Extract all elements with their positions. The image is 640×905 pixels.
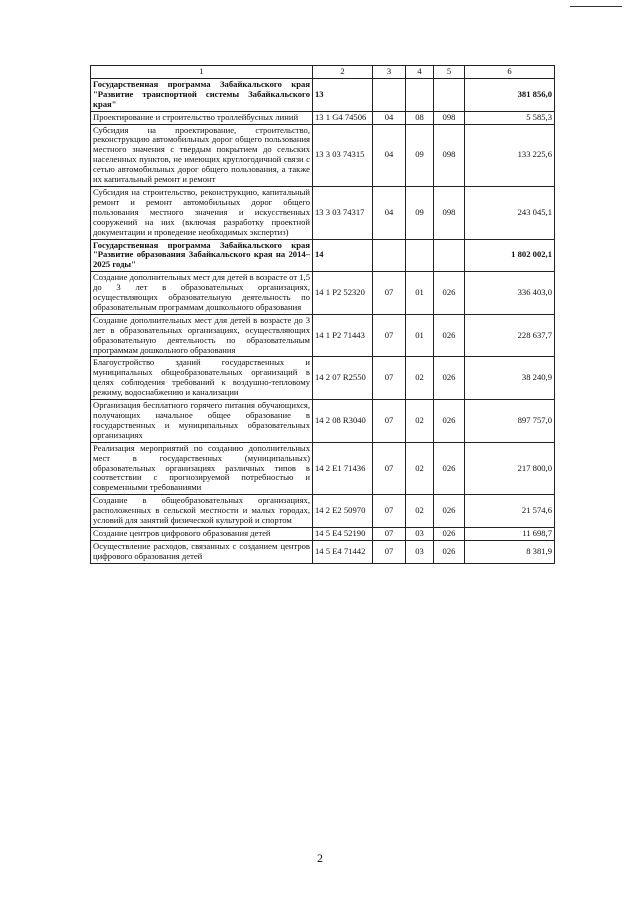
header-col-4: 4 <box>406 66 434 79</box>
row-code-cell: 14 5 E4 71442 <box>313 540 373 563</box>
row-expense-type-cell: 026 <box>434 314 465 357</box>
program-row <box>91 78 555 111</box>
row-amount-cell: 11 698,7 <box>465 527 555 540</box>
header-col-2: 2 <box>313 66 373 79</box>
row-expense-type-cell <box>434 239 465 272</box>
header-col-1: 1 <box>91 66 313 79</box>
row-expense-type-cell: 026 <box>434 357 465 400</box>
row-expense-type-cell: 026 <box>434 442 465 495</box>
row-section-cell <box>373 78 406 111</box>
row-code-cell: 13 <box>313 78 373 111</box>
row-name-cell: Осуществление расходов, связанных с созданием центров цифрового образования детей <box>91 540 313 563</box>
row-section-cell: 07 <box>373 400 406 443</box>
row-amount-cell: 1 802 002,1 <box>465 239 555 272</box>
row-expense-type-cell: 098 <box>434 186 465 239</box>
row-code-cell: 14 2 08 R3040 <box>313 400 373 443</box>
row-subsection-cell: 08 <box>406 111 434 124</box>
row-section-cell: 07 <box>373 357 406 400</box>
row-code-cell: 14 2 E1 71436 <box>313 442 373 495</box>
row-name-cell: Субсидия на проектирование, строительство, реконструкцию автомобильных дорог общего пользования местного значения с твердым покрытием до сельских населенных пунктов, не имеющих круглогодичной связи с сетью автомобильных дорог общего пользования, а также их капитальный ремонт и ремонт <box>91 124 313 186</box>
row-section-cell: 07 <box>373 442 406 495</box>
row-section-cell: 07 <box>373 314 406 357</box>
table-row <box>91 400 555 443</box>
row-amount-cell: 381 856,0 <box>465 78 555 111</box>
row-subsection-cell: 03 <box>406 540 434 563</box>
row-amount-cell: 38 240,9 <box>465 357 555 400</box>
row-expense-type-cell: 026 <box>434 272 465 315</box>
budget-table <box>90 65 555 564</box>
header-col-3: 3 <box>373 66 406 79</box>
row-expense-type-cell: 098 <box>434 124 465 186</box>
row-expense-type-cell: 026 <box>434 527 465 540</box>
program-row <box>91 239 555 272</box>
row-subsection-cell: 09 <box>406 186 434 239</box>
row-subsection-cell: 02 <box>406 400 434 443</box>
table-row <box>91 111 555 124</box>
row-amount-cell: 8 381,9 <box>465 540 555 563</box>
row-section-cell: 07 <box>373 272 406 315</box>
table-row <box>91 527 555 540</box>
row-subsection-cell: 02 <box>406 442 434 495</box>
row-name-cell: Реализация мероприятий по созданию дополнительных мест в государственных (муниципальных) образовательных организациях различных типов в соответствии с прогнозируемой потребностью и современными требованиями <box>91 442 313 495</box>
row-expense-type-cell: 026 <box>434 495 465 528</box>
row-name-cell: Создание дополнительных мест для детей в возрасте до 3 лет в образовательных организациях, осуществляющих образовательную деятельность по образовательным программам дошкольного образования <box>91 314 313 357</box>
row-amount-cell: 21 574,6 <box>465 495 555 528</box>
row-code-cell: 14 2 E2 50970 <box>313 495 373 528</box>
header-col-5: 5 <box>434 66 465 79</box>
row-expense-type-cell <box>434 78 465 111</box>
row-code-cell: 13 1 G4 74506 <box>313 111 373 124</box>
row-expense-type-cell: 098 <box>434 111 465 124</box>
row-name-cell: Проектирование и строительство троллейбусных линий <box>91 111 313 124</box>
row-code-cell: 14 <box>313 239 373 272</box>
table-row <box>91 540 555 563</box>
row-expense-type-cell: 026 <box>434 400 465 443</box>
row-amount-cell: 897 757,0 <box>465 400 555 443</box>
row-subsection-cell <box>406 78 434 111</box>
row-code-cell: 14 2 07 R2550 <box>313 357 373 400</box>
row-name-cell: Государственная программа Забайкальского края "Развитие транспортной системы Забайкальского края" <box>91 78 313 111</box>
row-amount-cell: 217 800,0 <box>465 442 555 495</box>
page-number: 2 <box>317 851 323 865</box>
table-row <box>91 357 555 400</box>
row-name-cell: Создание центров цифрового образования детей <box>91 527 313 540</box>
row-name-cell: Создание в общеобразовательных организациях, расположенных в сельской местности и малых городах, условий для занятий физической культурой и спортом <box>91 495 313 528</box>
row-subsection-cell: 03 <box>406 527 434 540</box>
row-amount-cell: 5 585,3 <box>465 111 555 124</box>
header-row <box>91 66 555 79</box>
row-section-cell: 04 <box>373 111 406 124</box>
row-section-cell: 04 <box>373 124 406 186</box>
row-amount-cell: 336 403,0 <box>465 272 555 315</box>
row-section-cell: 07 <box>373 495 406 528</box>
row-amount-cell: 228 637,7 <box>465 314 555 357</box>
table-row <box>91 314 555 357</box>
row-code-cell: 13 3 03 74315 <box>313 124 373 186</box>
row-amount-cell: 243 045,1 <box>465 186 555 239</box>
row-amount-cell: 133 225,6 <box>465 124 555 186</box>
table-row <box>91 186 555 239</box>
row-section-cell: 07 <box>373 527 406 540</box>
table-body <box>91 78 555 563</box>
row-code-cell: 14 1 P2 52320 <box>313 272 373 315</box>
row-subsection-cell: 01 <box>406 272 434 315</box>
row-name-cell: Организация бесплатного горячего питания обучающихся, получающих начальное общее образование в государственных и муниципальных образовательных организациях <box>91 400 313 443</box>
row-name-cell: Создание дополнительных мест для детей в возрасте от 1,5 до 3 лет в образовательных организациях, осуществляющих образовательную деятельность по образовательным программам дошкольного образования <box>91 272 313 315</box>
row-subsection-cell: 02 <box>406 495 434 528</box>
row-code-cell: 14 1 P2 71443 <box>313 314 373 357</box>
table-row <box>91 442 555 495</box>
table-row <box>91 272 555 315</box>
row-code-cell: 14 5 E4 52190 <box>313 527 373 540</box>
row-name-cell: Государственная программа Забайкальского края "Развитие образования Забайкальского края на 2014–2025 годы" <box>91 239 313 272</box>
row-section-cell <box>373 239 406 272</box>
row-expense-type-cell: 026 <box>434 540 465 563</box>
row-section-cell: 07 <box>373 540 406 563</box>
row-subsection-cell: 09 <box>406 124 434 186</box>
table-row <box>91 495 555 528</box>
row-subsection-cell: 01 <box>406 314 434 357</box>
header-col-6: 6 <box>465 66 555 79</box>
row-subsection-cell: 02 <box>406 357 434 400</box>
row-subsection-cell <box>406 239 434 272</box>
top-rule <box>570 6 622 7</box>
table-row <box>91 124 555 186</box>
row-name-cell: Субсидия на строительство, реконструкцию, капитальный ремонт и ремонт автомобильных дорог общего пользования местного значения и искусственных сооружений на них (включая разработку проектной документации и проведение необходимых экспертиз) <box>91 186 313 239</box>
row-name-cell: Благоустройство зданий государственных и муниципальных общеобразовательных организаций в целях соблюдения требований к воздушно-тепловому режиму, водоснабжению и канализации <box>91 357 313 400</box>
row-code-cell: 13 3 03 74317 <box>313 186 373 239</box>
row-section-cell: 04 <box>373 186 406 239</box>
